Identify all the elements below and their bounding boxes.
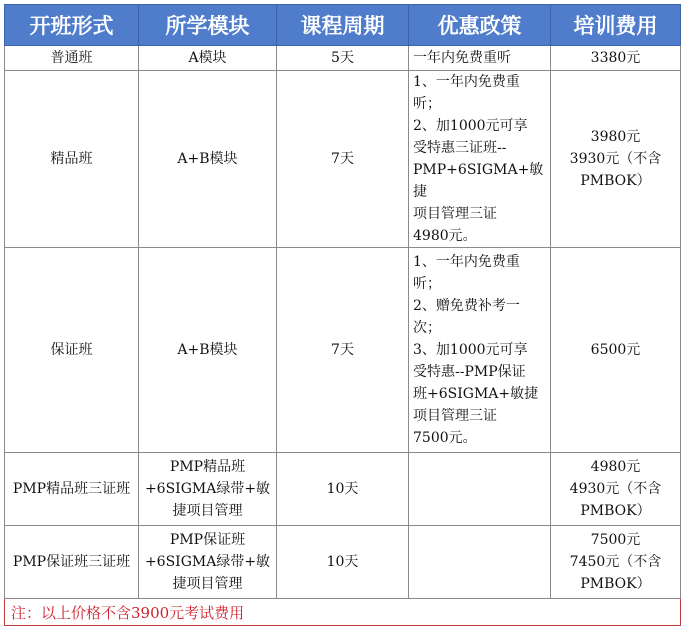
header-row [5,5,681,46]
price-note: 注：以上价格不含3900元考试费用 [5,599,681,626]
format-cell: 精品班 [5,71,139,248]
policy-line: 次； [413,320,441,336]
policy-cell [409,526,551,599]
policy-line: 听； [413,96,441,112]
fee-line: 7450元（不含 [569,554,662,570]
module-line: A+B模块 [177,342,238,358]
module-line: 捷项目管理 [172,503,243,519]
fee-line: 3930元（不含 [569,151,662,167]
fee-line: PMBOK） [580,503,651,519]
policy-cell [409,71,551,248]
policy-cell [409,46,551,71]
policy-line: 听； [413,276,441,292]
policy-line: 1、一年内免费重 [413,254,520,270]
fee-line: PMBOK） [580,173,651,189]
fee-line: 3980元 [590,129,641,145]
table-row [5,453,681,526]
period-cell: 7天 [277,248,409,453]
training-price-table [4,4,681,626]
policy-cell [409,453,551,526]
fee-cell [551,46,681,71]
fee-line: 7500元 [590,532,641,548]
note-row [5,599,681,626]
fee-line: 3380元 [590,50,641,66]
module-line: +6SIGMA绿带+敏 [144,554,271,570]
policy-line: 一年内免费重听 [413,50,511,66]
fee-cell [551,71,681,248]
module-line: A模块 [188,50,227,66]
policy-line: 7500元。 [413,430,477,446]
period-cell: 10天 [277,526,409,599]
policy-line: PMP+6SIGMA+敏捷 [413,162,544,200]
period-cell: 5天 [277,46,409,71]
table-row [5,526,681,599]
table-row [5,248,681,453]
module-line: A+B模块 [177,151,238,167]
policy-line: 受特惠--PMP保证 [413,364,526,380]
fee-cell [551,453,681,526]
module-line: 捷项目管理 [172,576,243,592]
module-cell [139,526,277,599]
policy-cell [409,248,551,453]
fee-line: PMBOK） [580,576,651,592]
policy-line: 4980元。 [413,228,477,244]
header-period: 课程周期 [277,5,409,46]
policy-line: 受特惠三证班-- [413,140,507,156]
policy-line: 项目管理三证 [413,408,497,424]
policy-line: 项目管理三证 [413,206,497,222]
format-cell: PMP精品班三证班 [5,453,139,526]
module-cell [139,248,277,453]
header-format: 开班形式 [5,5,139,46]
format-cell: 普通班 [5,46,139,71]
period-cell: 10天 [277,453,409,526]
table-row [5,71,681,248]
module-cell [139,46,277,71]
fee-line: 6500元 [590,342,641,358]
policy-line: 班+6SIGMA+敏捷 [413,386,539,402]
header-fee: 培训费用 [551,5,681,46]
module-cell [139,453,277,526]
module-cell [139,71,277,248]
module-line: +6SIGMA绿带+敏 [144,481,271,497]
fee-line: 4980元 [590,459,641,475]
fee-line: 4930元（不含 [569,481,662,497]
module-line: PMP精品班 [169,459,246,475]
policy-line: 2、加1000元可享 [413,118,528,134]
policy-line: 1、一年内免费重 [413,74,520,90]
header-module: 所学模块 [139,5,277,46]
fee-cell [551,526,681,599]
format-cell: PMP保证班三证班 [5,526,139,599]
format-cell: 保证班 [5,248,139,453]
policy-line: 3、加1000元可享 [413,342,528,358]
table-row [5,46,681,71]
policy-line: 2、赠免费补考一 [413,298,520,314]
period-cell: 7天 [277,71,409,248]
module-line: PMP保证班 [169,532,246,548]
header-policy: 优惠政策 [409,5,551,46]
fee-cell [551,248,681,453]
